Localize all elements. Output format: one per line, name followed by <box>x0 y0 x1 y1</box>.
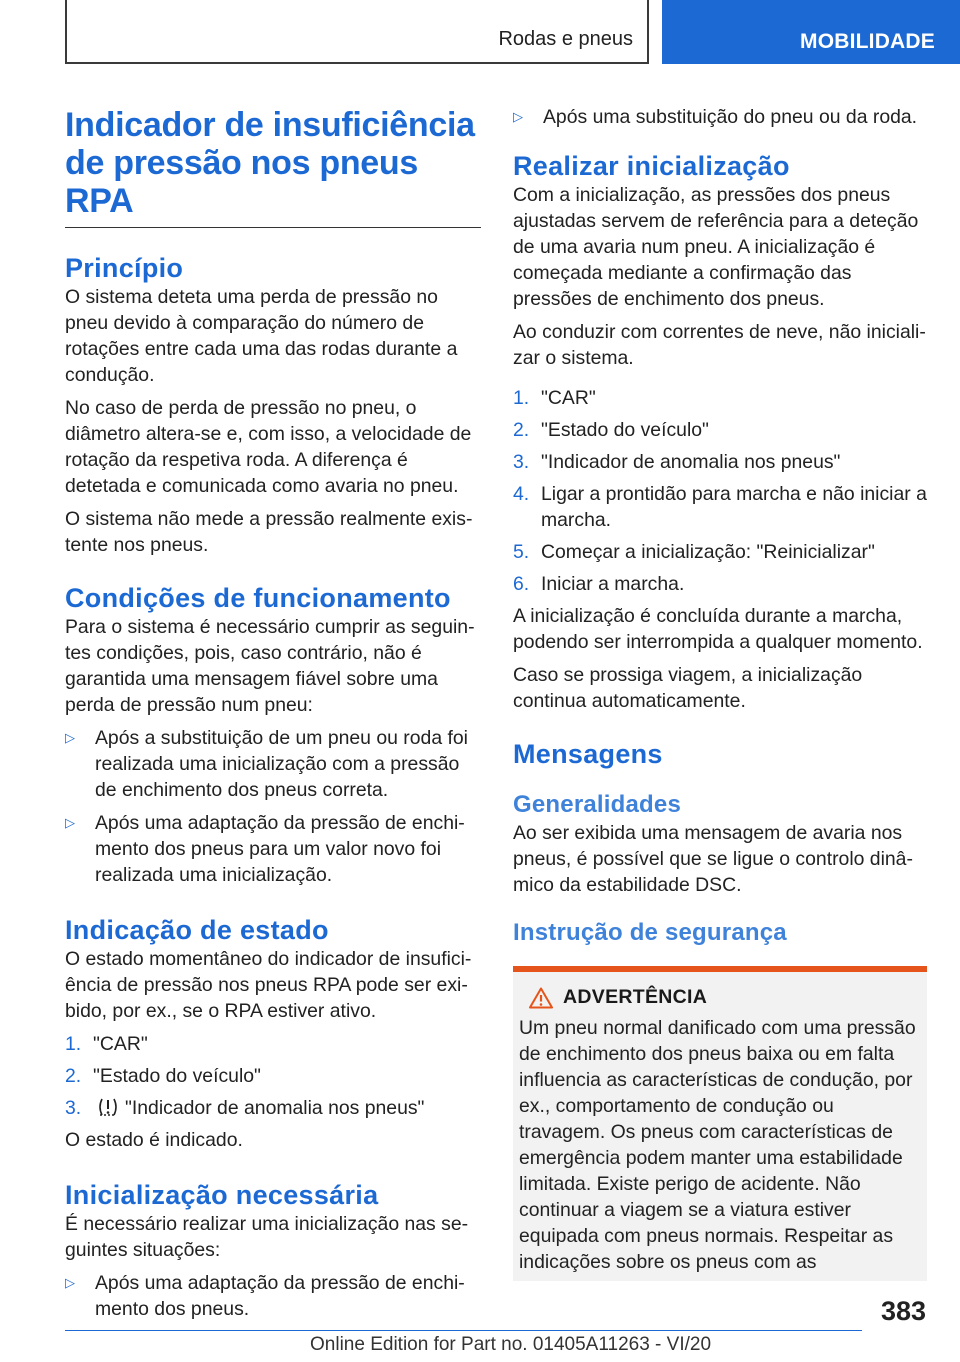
paragraph: Caso se prossiga viagem, a inicialização continua automaticamente. <box>513 664 863 712</box>
heading-mensagens: Mensagens <box>513 739 663 769</box>
list-item: ▷ Após uma adaptação da pressão de enchimento dos pneus. <box>65 1272 465 1320</box>
warning-box <box>513 966 927 1281</box>
page-title: Indicador de insuficiência de pressão nos pneus RPA <box>65 106 475 220</box>
list-item: 3. "Indicador de anomalia nos pneus" <box>513 451 841 473</box>
right-column <box>513 100 927 1281</box>
paragraph: Com a inicialização, as pressões dos pneus ajustadas servem de referência para a deteção de uma avaria num pneu. A inicialização é começada mediante a confirmação das pressões de enchimento dos pneus. <box>513 184 919 310</box>
header-section-box <box>65 0 649 64</box>
paragraph: Para o sistema é necessário cumprir as seguintes condições, pois, caso contrário, não é garantida uma mensagem fiável sobre uma perda de pressão num pneu: <box>65 616 475 716</box>
list-item: 1. "CAR" <box>513 387 596 409</box>
list-item: ▷ Após uma substituição do pneu ou da roda. <box>513 106 918 128</box>
page-number: 383 <box>880 1296 926 1326</box>
list-item: 6. Iniciar a marcha. <box>513 573 685 595</box>
bullet-list <box>65 1270 481 1322</box>
paragraph: No caso de perda de pressão no pneu, o diâmetro altera-se e, com isso, a velocidade de rotação da respetiva roda. A diferença é detetada e comunicada como avaria no pneu. <box>65 397 472 497</box>
paragraph: O sistema não mede a pressão realmente existente nos pneus. <box>65 508 473 556</box>
subheading-instrucao-seguranca: Instrução de segurança <box>513 919 787 946</box>
bullet-list <box>65 725 481 888</box>
paragraph: Ao ser exibida uma mensagem de avaria nos pneus, é possível que se ligue o controlo dinâmico da estabilidade DSC. <box>513 822 913 896</box>
subheading-generalidades: Generalidades <box>513 791 682 818</box>
header-section-title: Rodas e pneus <box>498 28 633 50</box>
left-column <box>65 100 481 1329</box>
steps-list <box>65 1031 481 1121</box>
warning-text: Um pneu normal danificado com uma pressão de enchimento dos pneus baixa ou em falta influencia as características de condução, por ex., comportamento de condução ou travagem. Os pneus com características de emergência podem manter uma estabilidade limitada. Existe perigo de acidente. Não continuar a viagem se a viatura estiver equipada com pneus normais. Respeitar as indicações sobre os pneus com as <box>519 1017 916 1273</box>
title-divider <box>65 227 481 228</box>
bullet-list <box>513 104 927 130</box>
paragraph: O estado momentâneo do indicador de insuficiência de pressão nos pneus RPA pode ser exibido, por ex., se o RPA estiver ativo. <box>65 948 472 1022</box>
list-item: 3. "Indicador de anomalia nos pneus" <box>65 1097 425 1119</box>
paragraph: O estado é indicado. <box>65 1129 243 1151</box>
paragraph: Ao conduzir com correntes de neve, não inicializar o sistema. <box>513 321 926 369</box>
list-item: ▷ Após a substituição de um pneu ou roda foi realizada uma inicialização com a pressão de enchimento dos pneus correta. <box>65 727 468 801</box>
list-item: 2. "Estado do veículo" <box>513 419 709 441</box>
triangle-bullet-icon: ▷ <box>513 109 523 124</box>
paragraph: O sistema deteta uma perda de pressão no pneu devido à comparação do número de rotações entre cada uma das rodas durante a condução. <box>65 286 458 386</box>
paragraph: A inicialização é concluída durante a marcha, podendo ser interrompida a qualquer momento. <box>513 605 923 653</box>
triangle-bullet-icon: ▷ <box>65 815 75 830</box>
list-item: ▷ Após uma adaptação da pressão de enchimento dos pneus para um valor novo foi realizada uma inicialização. <box>65 812 465 886</box>
heading-condicoes: Condições de funcionamento <box>65 583 451 613</box>
list-item: 5. Começar a inicialização: "Reinicializar" <box>513 541 875 563</box>
list-item: 1. "CAR" <box>65 1033 148 1055</box>
heading-inicializacao-necessaria: Inicialização necessária <box>65 1180 379 1210</box>
heading-realizar-inicializacao: Realizar inicialização <box>513 151 790 181</box>
footer-edition: Online Edition for Part no. 01405A11263 - VI/20 <box>310 1334 712 1355</box>
header-chapter-tab: MOBILIDADE <box>662 0 960 64</box>
footer-divider <box>65 1330 862 1331</box>
triangle-bullet-icon: ▷ <box>65 730 75 745</box>
warning-title: ADVERTÊNCIA <box>519 986 919 1009</box>
list-item: 4. Ligar a prontidão para marcha e não iniciar a marcha. <box>513 483 927 531</box>
heading-principio: Princípio <box>65 253 184 283</box>
tire-pressure-warning-icon <box>97 1097 119 1117</box>
warning-triangle-icon <box>529 987 553 1009</box>
list-item: 2. "Estado do veículo" <box>65 1065 261 1087</box>
steps-list <box>513 385 927 597</box>
paragraph: É necessário realizar uma inicialização nas seguintes situações: <box>65 1213 469 1261</box>
heading-indicacao: Indicação de estado <box>65 915 329 945</box>
triangle-bullet-icon: ▷ <box>65 1275 75 1290</box>
